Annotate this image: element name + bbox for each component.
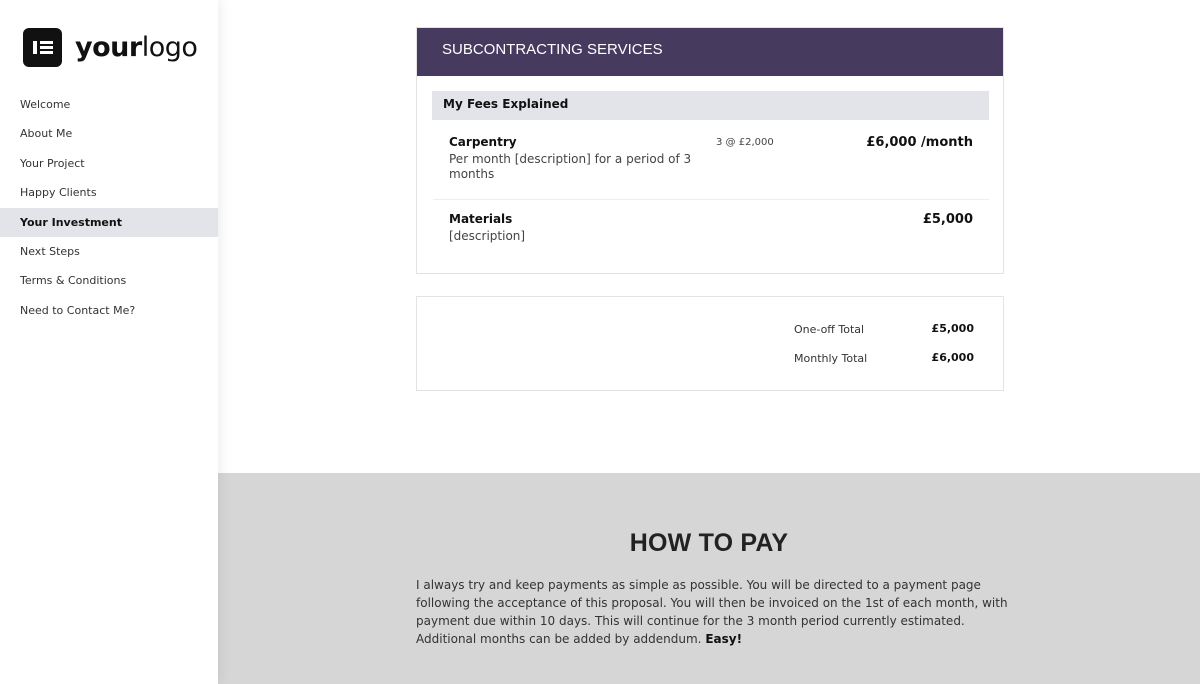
fee-item-description: [description] xyxy=(449,229,526,243)
monthly-total-label: Monthly Total xyxy=(794,352,868,365)
how-to-pay-title: HOW TO PAY xyxy=(629,529,789,557)
fee-item-quantity: 3 @ £2,000 xyxy=(716,137,774,148)
nav-item-happy-clients[interactable]: Happy Clients xyxy=(20,186,97,200)
logo-text xyxy=(75,32,197,63)
nav-item-your-investment[interactable]: Your Investment xyxy=(0,208,218,237)
sidebar-nav xyxy=(0,90,218,325)
how-to-pay-section xyxy=(218,473,1200,684)
fee-item-price: £5,000 xyxy=(922,212,973,227)
fee-item-carpentry xyxy=(433,135,989,200)
nav-item-about-me[interactable]: About Me xyxy=(20,127,73,141)
fee-item-price: £6,000 /month xyxy=(866,135,973,150)
nav-item-your-project[interactable]: Your Project xyxy=(20,156,85,170)
monthly-total-value: £6,000 xyxy=(931,351,974,364)
nav-item-next-steps[interactable]: Next Steps xyxy=(20,244,80,258)
logo-text-light: logo xyxy=(141,32,198,63)
nav-item-welcome[interactable]: Welcome xyxy=(20,98,71,111)
fee-item-name: Carpentry xyxy=(449,135,517,149)
main-content xyxy=(218,0,1200,684)
logo-icon xyxy=(23,28,62,67)
nav-item-contact[interactable]: Need to Contact Me? xyxy=(20,303,136,317)
oneoff-total-value: £5,000 xyxy=(931,322,974,335)
fees-card xyxy=(416,27,1004,274)
fee-item-description: Per month [description] for a period of 3 months xyxy=(449,152,692,181)
total-row-oneoff xyxy=(417,323,1005,343)
sidebar xyxy=(0,0,218,684)
total-row-monthly xyxy=(417,352,1005,372)
oneoff-total-label: One-off Total xyxy=(794,323,865,336)
totals-card xyxy=(416,296,1004,391)
fee-item-name: Materials xyxy=(449,212,513,226)
fee-item-materials xyxy=(433,212,989,262)
how-to-pay-body: I always try and keep payments as simple as possible. You will be directed to a payment page following the acceptance of this proposal. You will then be invoiced on the 1st of each month, with payment due within 10 days. This will continue for the 3 month period currently estimated. Additional months can be added by addendum. xyxy=(416,578,1008,646)
fees-card-title: SUBCONTRACTING SERVICES xyxy=(417,28,1003,76)
logo-text-bold: your xyxy=(75,32,142,63)
fees-subheader: My Fees Explained xyxy=(432,91,989,120)
how-to-pay-text xyxy=(416,576,1008,648)
nav-item-terms-conditions[interactable]: Terms & Conditions xyxy=(20,274,127,288)
how-to-pay-emphasis: Easy! xyxy=(705,632,743,646)
logo[interactable] xyxy=(23,28,197,67)
